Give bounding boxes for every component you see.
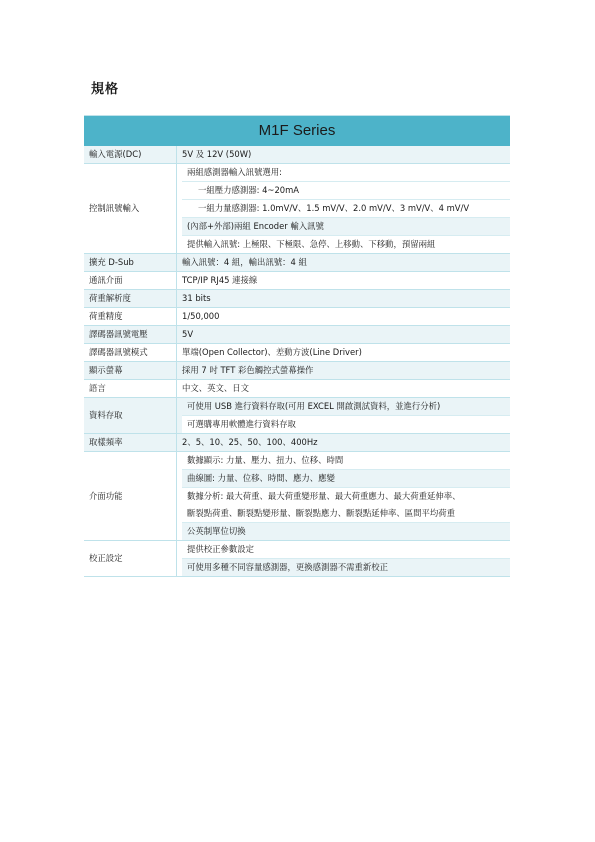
row-label: 譯碼器訊號模式 [84, 344, 177, 362]
row-value: 提供校正參數設定 [182, 541, 510, 559]
table-row [84, 434, 510, 452]
row-value: TCP/IP RJ45 連接線 [177, 272, 511, 290]
row-value: 1/50,000 [177, 308, 511, 326]
row-label: 取樣頻率 [84, 434, 177, 452]
row-value: 5V 及 12V (50W) [177, 146, 511, 164]
row-label: 顯示螢幕 [84, 362, 177, 380]
table-title-row [84, 116, 510, 146]
table-row [84, 254, 510, 272]
row-label: 資料存取 [84, 398, 177, 434]
row-value: 中文、英文、日文 [177, 380, 511, 398]
row-label: 控制訊號輸入 [84, 164, 177, 254]
row-label: 擴充 D-Sub [84, 254, 177, 272]
row-label: 通訊介面 [84, 272, 177, 290]
row-value: 數據顯示: 力量、壓力、扭力、位移、時間 [182, 452, 510, 470]
row-label: 譯碼器訊號電壓 [84, 326, 177, 344]
row-value: 可選購專用軟體進行資料存取 [182, 416, 510, 433]
row-value: 斷裂點荷重、斷裂點變形量、斷裂點應力、斷裂點延伸率、區間平均荷重 [182, 505, 510, 523]
row-value: 數據分析: 最大荷重、最大荷重變形量、最大荷重應力、最大荷重延伸率、 [187, 491, 461, 502]
table-row [84, 380, 510, 398]
table-row [84, 362, 510, 380]
row-label: 校正設定 [84, 541, 177, 577]
page-heading: 規格 [91, 82, 120, 97]
table-row [84, 272, 510, 290]
row-value: 一組力量感測器: 1.0mV/V、1.5 mV/V、2.0 mV/V、3 mV/V、4 mV/V [182, 200, 510, 218]
row-value: 兩組感測器輸入訊號選用: [182, 164, 510, 182]
table-row [84, 398, 510, 434]
row-label: 荷重精度 [84, 308, 177, 326]
row-value: 單端(Open Collector)、差動方波(Line Driver) [177, 344, 511, 362]
row-label: 荷重解析度 [84, 290, 177, 308]
row-value: 採用 7 吋 TFT 彩色觸控式螢幕操作 [177, 362, 511, 380]
table-row [84, 146, 510, 164]
row-value: 輸入訊號：4 組，輸出訊號：4 組 [177, 254, 511, 272]
row-label: 介面功能 [84, 452, 177, 541]
row-value: 可使用多種不同容量感測器，更換感測器不需重新校正 [182, 559, 510, 576]
table-row [84, 452, 510, 541]
row-value: 提供輸入訊號: 上極限、下極限、急停、上移動、下移動，預留兩組 [187, 239, 436, 250]
row-value: 曲線圖: 力量、位移、時間、應力、應變 [182, 470, 510, 488]
spec-table [84, 115, 510, 577]
table-row [84, 344, 510, 362]
row-value: 公英制單位切換 [182, 523, 510, 540]
row-value: 5V [177, 326, 511, 344]
row-value: 31 bits [177, 290, 511, 308]
table-row [84, 164, 510, 254]
row-value: 2、5、10、25、50、100、400Hz [177, 434, 511, 452]
table-title: M1F Series [84, 116, 510, 146]
row-value: (內部+外部)兩組 Encoder 輸入訊號 [182, 218, 510, 236]
table-row [84, 290, 510, 308]
table-row [84, 326, 510, 344]
table-row [84, 541, 510, 577]
row-value: 一組壓力感測器: 4~20mA [182, 182, 510, 200]
row-label: 輸入電源(DC) [84, 146, 177, 164]
row-value: 可使用 USB 進行資料存取(可用 EXCEL 開啟測試資料，並進行分析) [182, 398, 510, 416]
row-label: 語言 [84, 380, 177, 398]
table-row [84, 308, 510, 326]
